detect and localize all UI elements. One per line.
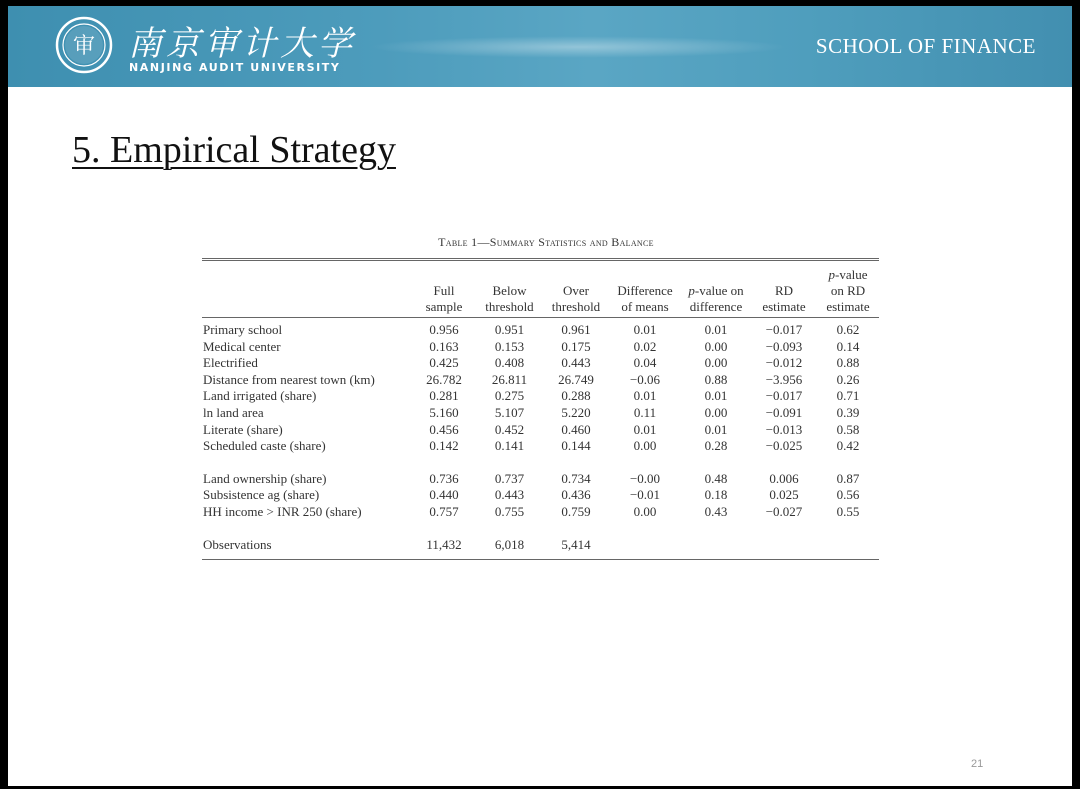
table-cell: 0.275 [494, 388, 525, 404]
column-header-line: of means [621, 299, 669, 314]
table-cell: −0.017 [765, 388, 803, 404]
table-cell: −0.017 [765, 322, 803, 337]
column-header-line: p-value on [688, 283, 744, 298]
row-label: Literate (share) [203, 421, 283, 437]
table-row [202, 322, 879, 339]
table-spacer [202, 521, 879, 537]
summary-table-container [202, 258, 879, 560]
table-cell: 0.42 [836, 438, 860, 454]
table-cell: 0.436 [561, 487, 591, 503]
table-cell: 0.956 [429, 322, 459, 337]
column-header [751, 261, 817, 318]
table-cell: 0.28 [704, 438, 728, 454]
table-row [202, 355, 879, 372]
logo-glyph: 审 [72, 34, 96, 59]
row-label: Land irrigated (share) [203, 388, 317, 404]
table-cell: −0.025 [765, 438, 803, 454]
table-row [202, 471, 879, 488]
slide [8, 6, 1072, 786]
column-header-line: on RD [830, 283, 866, 298]
table-cell: −3.956 [765, 371, 803, 387]
table-cell: 0.88 [704, 371, 728, 387]
table-cell: 0.425 [429, 355, 459, 371]
table-cell: 0.04 [633, 355, 657, 371]
table-row [202, 487, 879, 504]
header-banner [8, 6, 1072, 87]
table-row [202, 388, 879, 405]
header-empty [202, 261, 412, 318]
university-logo-icon [55, 16, 113, 74]
table-cell: 11,432 [412, 537, 476, 560]
column-header-line: Below [492, 283, 527, 298]
table-cell: 0.006 [769, 470, 799, 486]
column-header-line: Over [563, 283, 589, 298]
column-header [412, 261, 476, 318]
university-name-chinese: 南京审计大学 [128, 24, 356, 64]
table-cell: 0.55 [836, 503, 860, 519]
table-cell: 0.39 [836, 404, 860, 420]
summary-statistics-table [202, 261, 879, 560]
table-cell: 0.141 [494, 438, 525, 454]
column-header-line: estimate [762, 299, 806, 314]
university-name-english: NANJING AUDIT UNIVERSITY [129, 61, 341, 74]
column-header [476, 261, 543, 318]
table-cell: −0.00 [629, 470, 661, 486]
column-header [543, 261, 609, 318]
table-cell: 0.142 [429, 438, 459, 454]
row-label: Land ownership (share) [203, 470, 327, 486]
table-cell [817, 537, 879, 560]
table-row [202, 422, 879, 439]
table-cell: 26.782 [426, 371, 462, 387]
table-cell: 5.160 [429, 404, 459, 420]
table-cell: 0.443 [561, 355, 591, 371]
table-cell: 0.443 [494, 487, 525, 503]
table-cell: 0.02 [633, 338, 657, 354]
table-cell [609, 537, 681, 560]
table-cell: 26.749 [558, 371, 594, 387]
table-cell: 0.18 [704, 487, 728, 503]
row-label: Distance from nearest town (km) [203, 371, 375, 387]
table-cell: 0.440 [429, 487, 459, 503]
table-cell: 0.281 [429, 388, 459, 404]
column-header-line: p-value [828, 267, 868, 282]
table-cell: 0.757 [429, 503, 459, 519]
column-header-line: sample [425, 299, 463, 314]
table-cell: 0.14 [836, 338, 860, 354]
table-row [202, 372, 879, 389]
table-cell: 0.163 [429, 338, 459, 354]
row-label: Primary school [203, 322, 283, 337]
table-cell: −0.01 [629, 487, 661, 503]
row-label: HH income > INR 250 (share) [203, 503, 362, 519]
table-spacer [202, 455, 879, 471]
table-cell: −0.012 [765, 355, 803, 371]
table-cell: 0.456 [429, 421, 459, 437]
italic-p: p [688, 283, 695, 298]
column-header-line: estimate [826, 299, 870, 314]
column-header [609, 261, 681, 318]
italic-p: p [828, 267, 835, 282]
table-cell: −0.027 [765, 503, 803, 519]
table-row [202, 504, 879, 521]
table-cell: 26.811 [491, 371, 528, 387]
table-cell: 0.734 [561, 470, 591, 486]
column-header-line: threshold [485, 299, 534, 314]
column-header [817, 261, 879, 318]
row-label: Observations [202, 537, 412, 560]
table-row [202, 339, 879, 356]
table-cell: 0.144 [561, 438, 591, 454]
table-cell: 0.755 [494, 503, 525, 519]
table-cell [751, 537, 817, 560]
table-cell: 0.62 [836, 322, 860, 337]
table-cell: 0.87 [836, 470, 860, 486]
table-cell: 0.26 [836, 371, 860, 387]
row-label: ln land area [203, 404, 264, 420]
table-cell: 0.737 [494, 470, 525, 486]
row-label: Subsistence ag (share) [203, 487, 320, 503]
table-cell: −0.091 [765, 404, 803, 420]
column-header-line: threshold [551, 299, 601, 314]
table-spacer-row [202, 521, 879, 537]
table-cell: 0.175 [561, 338, 591, 354]
banner-decoration [368, 36, 788, 58]
table-cell: 0.11 [633, 404, 657, 420]
column-header-line: difference [689, 299, 743, 314]
table-cell: 0.00 [633, 503, 657, 519]
table-header-row [202, 261, 879, 318]
table-caption: Table 1—Summary Statistics and Balance [438, 235, 654, 249]
table-row [202, 438, 879, 455]
table-cell: 5.107 [494, 404, 525, 420]
table-cell: 0.01 [633, 388, 657, 404]
table-cell: 0.01 [633, 421, 657, 437]
table-cell: 0.48 [704, 470, 728, 486]
slide-title: 5. Empirical Strategy [72, 129, 396, 171]
table-cell: 0.00 [704, 355, 728, 371]
column-header [681, 261, 751, 318]
table-row [202, 405, 879, 422]
table-cell: 0.88 [836, 355, 860, 371]
table-cell: −0.06 [629, 371, 661, 387]
table-cell: 0.43 [704, 503, 728, 519]
table-cell: 0.736 [429, 470, 459, 486]
table-cell: 0.00 [704, 338, 728, 354]
row-label: Electrified [203, 355, 258, 371]
table-cell: 0.460 [561, 421, 591, 437]
table-cell: 5.220 [561, 404, 591, 420]
table-cell: 0.025 [769, 487, 799, 503]
table-cell: 0.961 [561, 322, 591, 337]
table-cell [681, 537, 751, 560]
table-cell: 0.951 [494, 322, 525, 337]
school-name: SCHOOL OF FINANCE [815, 34, 1036, 58]
table-cell: 5,414 [543, 537, 609, 560]
table-cell: 0.408 [494, 355, 525, 371]
table-row [202, 537, 879, 560]
table-cell: 0.452 [494, 421, 525, 437]
table-cell: 0.01 [704, 322, 728, 337]
column-header-line: Difference [617, 283, 673, 298]
table-cell: 0.00 [633, 438, 657, 454]
table-cell: 0.58 [836, 421, 860, 437]
table-cell: 0.01 [633, 322, 657, 337]
table-cell: 0.00 [704, 404, 728, 420]
table-cell: 6,018 [476, 537, 543, 560]
table-cell: 0.56 [836, 487, 860, 503]
column-header-line: Full [433, 283, 455, 298]
table-cell: −0.013 [765, 421, 803, 437]
table-cell: 0.153 [494, 338, 525, 354]
row-label: Medical center [203, 338, 281, 354]
table-cell: 0.288 [561, 388, 591, 404]
table-cell: 0.71 [836, 388, 860, 404]
table-spacer-row [202, 455, 879, 471]
table-cell: −0.093 [765, 338, 803, 354]
page-number: 21 [971, 758, 984, 770]
row-label: Scheduled caste (share) [203, 438, 326, 454]
table-cell: 0.01 [704, 421, 728, 437]
table-cell: 0.759 [561, 503, 591, 519]
table-cell: 0.01 [704, 388, 728, 404]
column-header-line: RD [774, 283, 794, 298]
